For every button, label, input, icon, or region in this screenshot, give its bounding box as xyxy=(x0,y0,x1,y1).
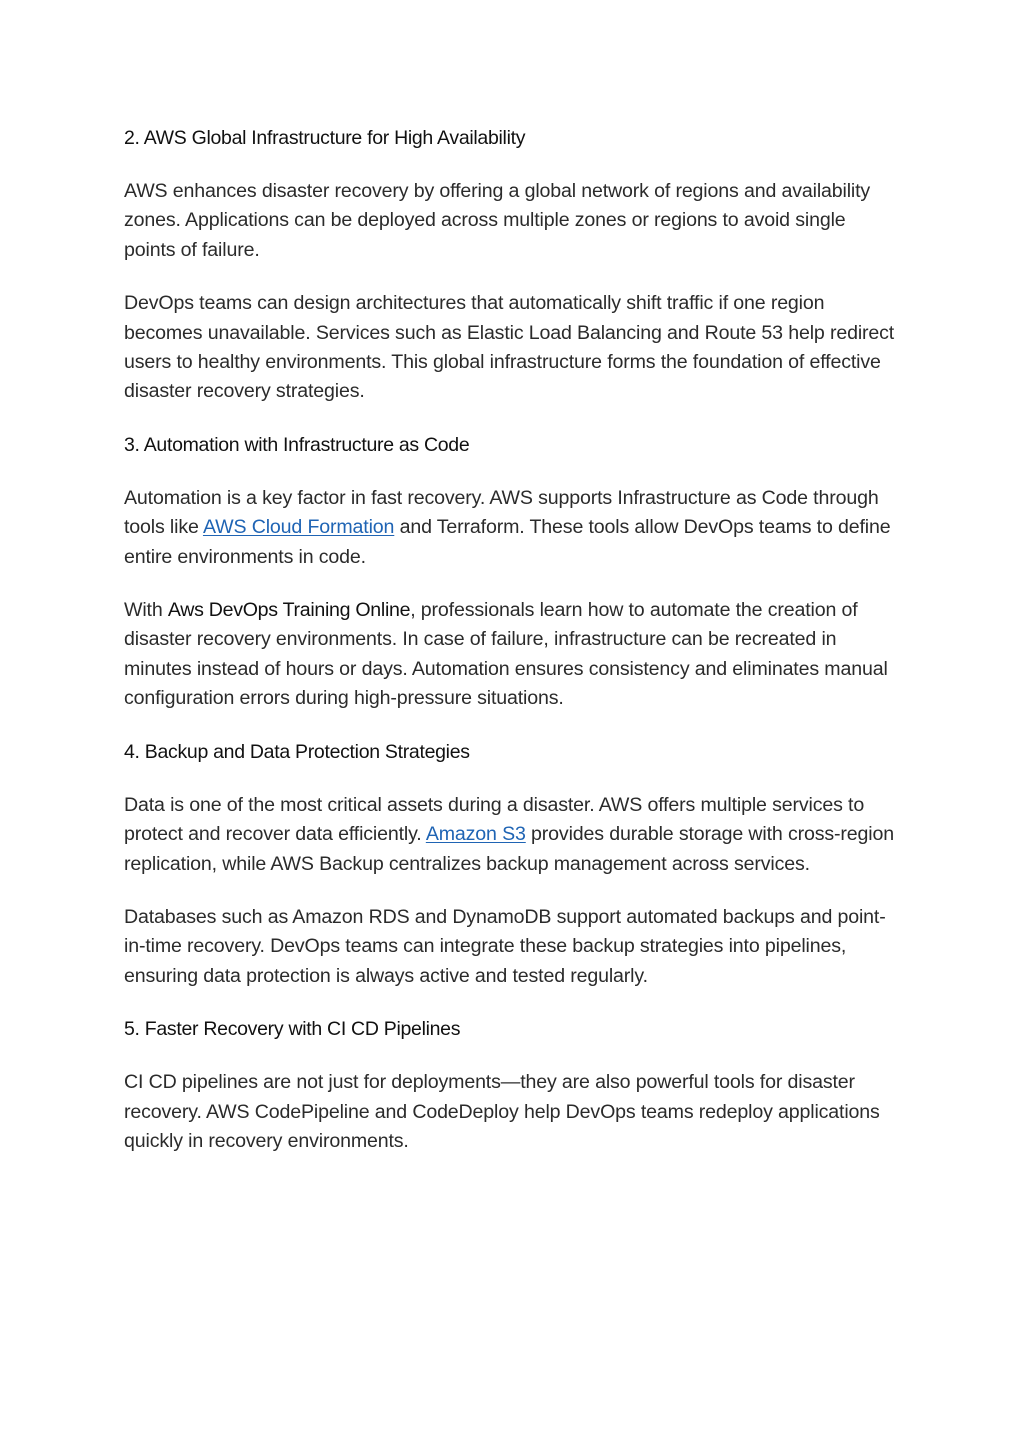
paragraph: AWS enhances disaster recovery by offering a global network of regions and availability zones. Applications can be deployed across multiple zones or regions to avoid single points of failure. xyxy=(124,180,871,261)
paragraph-text: Data is one of the most critical assets during a disaster. AWS offers multiple services to protect and recover data efficiently. xyxy=(124,793,865,846)
document-page xyxy=(124,124,902,1180)
paragraph-text: , professionals learn how to automate the creation of disaster recovery environments. In case of failure, infrastructure can be recreated in minutes instead of hours or days. Automation ensures consistency and eliminates manual configuration errors during high-pressure situations. xyxy=(124,599,888,710)
paragraph: Databases such as Amazon RDS and DynamoDB support automated backups and point-in-time recovery. DevOps teams can integrate these backup strategies into pipelines, ensuring data protection is always active and tested regularly. xyxy=(124,905,886,987)
paragraph xyxy=(124,791,902,879)
section-heading: 3. Automation with Infrastructure as Code xyxy=(124,433,470,456)
amazon-s3-link[interactable]: Amazon S3 xyxy=(425,823,526,846)
section-global-infrastructure xyxy=(124,124,902,407)
paragraph-text: provides durable storage with cross-region replication, while AWS Backup centralizes backup management across services. xyxy=(124,823,894,875)
section-heading: 2. AWS Global Infrastructure for High Availability xyxy=(124,127,526,149)
paragraph: CI CD pipelines are not just for deployments—they are also powerful tools for disaster recovery. AWS CodePipeline and CodeDeploy help DevOps teams redeploy applications quickly in recovery environments. xyxy=(124,1071,880,1152)
paragraph: DevOps teams can design architectures that automatically shift traffic if one region becomes unavailable. Services such as Elastic Load Balancing and Route 53 help redirect users to healthy environments. This global infrastructure forms the foundation of effective disaster recovery strategies. xyxy=(124,292,895,403)
paragraph xyxy=(124,596,902,714)
section-heading: 5. Faster Recovery with CI CD Pipelines xyxy=(124,1018,461,1041)
paragraph-text: Automation is a key factor in fast recovery. AWS supports Infrastructure as Code through tools like xyxy=(124,486,879,539)
aws-cloudformation-link[interactable]: AWS Cloud Formation xyxy=(202,516,395,539)
section-backup-data-protection xyxy=(124,738,902,991)
section-heading: 4. Backup and Data Protection Strategies xyxy=(124,740,470,763)
paragraph-text: With xyxy=(124,599,168,622)
emphasized-text: Aws DevOps Training Online xyxy=(167,599,411,622)
paragraph-text: and Terraform. These tools allow DevOps teams to define entire environments in code. xyxy=(124,516,891,568)
section-automation-iac xyxy=(124,431,902,714)
paragraph xyxy=(124,484,902,572)
section-cicd-recovery xyxy=(124,1015,902,1156)
